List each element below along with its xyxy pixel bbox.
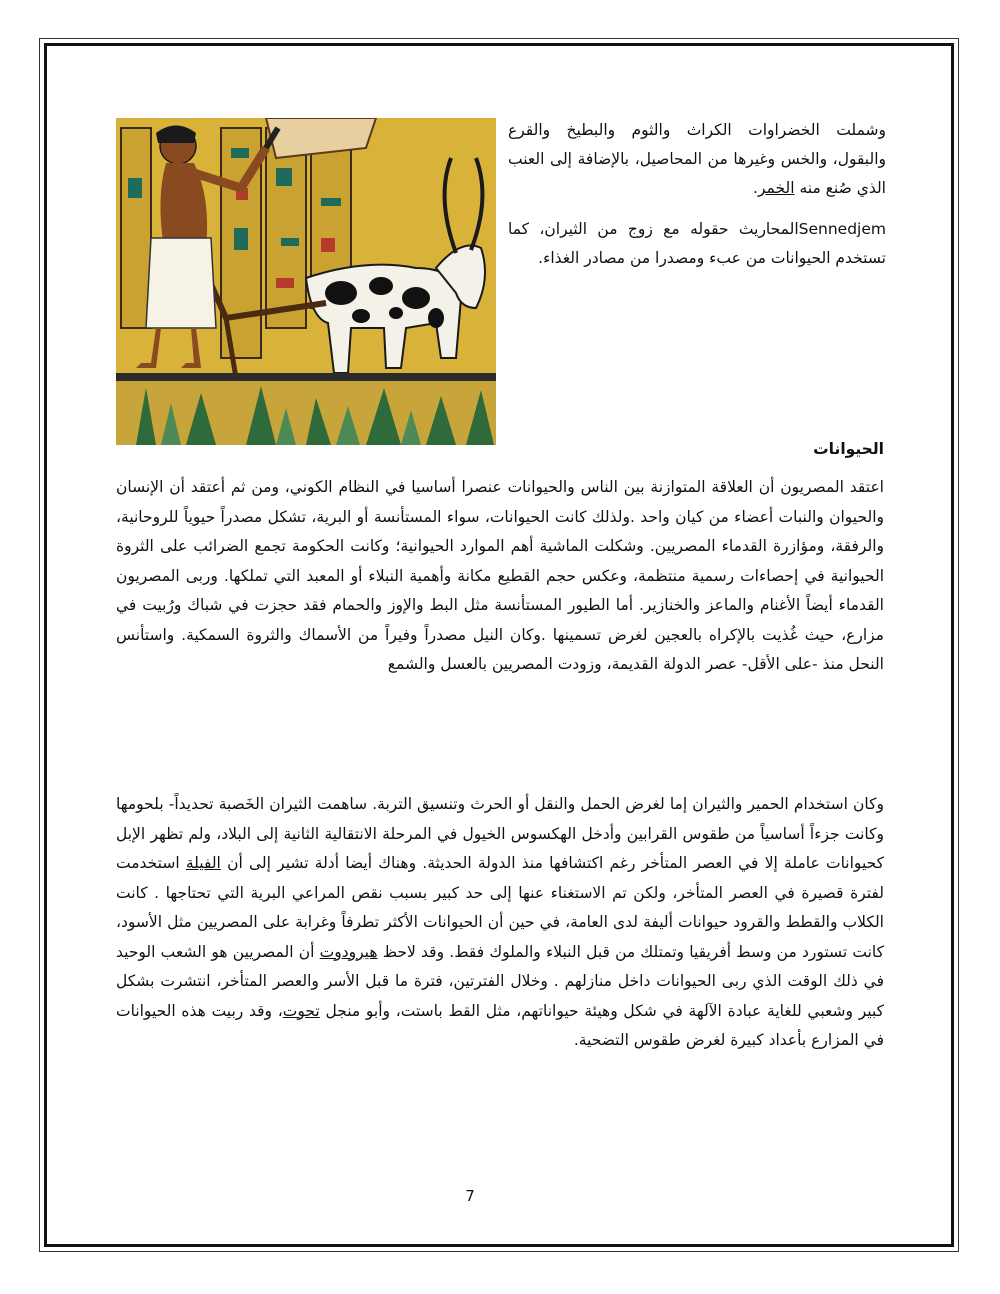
vegetables-text: وشملت الخضراوات الكراث والثوم والبطيخ والقرع والبقول، والخس وغيرها من المحاصيل، بالإضافة إلى العنب الذي صُنع منه: [508, 121, 886, 197]
vegetables-paragraph: [508, 116, 886, 203]
egyptian-plowing-painting: [116, 118, 496, 445]
wine-link[interactable]: الخمر: [757, 179, 795, 197]
animals-paragraph-2: [116, 790, 884, 1056]
paragraph2-text-2: استخدمت لفترة قصيرة في العصر المتأخر، ولكن تم الاستغناء عنها إلى حد كبير بسبب نقص المراعي البرية التي تحتاجها . كانت الكلاب والقطط والقرود حيوانات أليفة لدى العامة، في حين أن الحيوانات الأكثر تطرفاً وغرابة على المصريين مثل الأسود، كانت تستورد من وسط أفريقيا وتمتلك من قبل النبلاء والملوك فقط. وقد لاحظ: [116, 854, 885, 961]
painting-illustration: [116, 118, 496, 445]
animals-paragraph-1: اعتقد المصريون أن العلاقة المتوازنة بين الناس والحيوانات عنصرا أساسيا في النظام الكوني، ومن ثم أعتقد أن الإنسان والحيوان والنبات أعضاء من كيان واحد .ولذلك كانت الحيوانات، سواء المستأنسة أو البرية، تشكل مصدراً حيوياً للروحانية، والرفقة، ومؤازرة القدماء المصريين. وشكلت الماشية أهم الموارد الحيوانية؛ وكانت الحكومة تجمع الضرائب على الثروة الحيوانية في إحصاءات رسمية منتظمة، وعكس حجم القطيع مكانة وأهمية النبلاء أو المعبد التي تملكها. وربى المصريون القدماء أيضاً الأغنام والماعز والخنازير. أما الطيور المستأنسة مثل البط والإوز والحمام فقد حجزت في شباك ورُبيت في مزارع، حيث غُذيت بالإكراه بالعجين لغرض تسمينها .وكان النيل مصدراً وفيراً من الأسماك والثروة السمكية. واستأنس النحل منذ -على الأقل- عصر الدولة القديمة، وزودت المصريين بالعسل والشمع: [116, 478, 884, 673]
vegetables-period: .: [753, 179, 758, 197]
image-side-text: [508, 116, 886, 285]
paragraph2-text-4: ، وقد ربيت هذه الحيوانات في المزارع بأعداد كبيرة لغرض طقوس التضحية.: [116, 1001, 884, 1049]
elephant-link[interactable]: الفيلة: [185, 854, 221, 872]
thoth-link[interactable]: تحوت: [282, 1001, 320, 1020]
herodotus-link[interactable]: هيرودوت: [319, 942, 378, 961]
paragraph2-text-3: أن المصريين هو الشعب الوحيد في ذلك الوقت الذي ربى الحيوانات داخل منازلهم . وخلال الفترتين، فترة ما قبل الأسر والعصر المتأخر، انتشرت بشكل كبير وشعبي للغاية عبادة الآلهة في شكل وهيئة حيواناتهم، مثل القط باستت، وأبو منجل: [116, 942, 884, 1020]
sennedjem-name: Sennedjem: [798, 220, 886, 238]
sennedjem-text: المحاريث حقوله مع زوج من الثيران، كما تستخدم الحيوانات من عبء ومصدرا من مصادر الغذاء.: [508, 220, 886, 267]
page-number: 7: [465, 1187, 475, 1205]
sennedjem-paragraph: [508, 215, 886, 273]
section-heading: الحيوانات: [813, 440, 884, 458]
paragraph2-text-1: وكان استخدام الحمير والثيران إما لغرض الحمل والنقل أو الحرث وتنسيق التربة. ساهمت الثيران الخَصبة تحديداً- بلحومها وكانت جزءاً أساسياً من طقوس القرابين وأدخل الهكسوس الخيول في المرحلة الانتقالية الثانية إلى البلاد، ولم تظهر الإبل كحيوانات عاملة إلا في العصر المتأخر رغم اكتشافها منذ الدولة الحديثة. وهناك أيضا أدلة تشير إلى أن: [116, 795, 885, 872]
